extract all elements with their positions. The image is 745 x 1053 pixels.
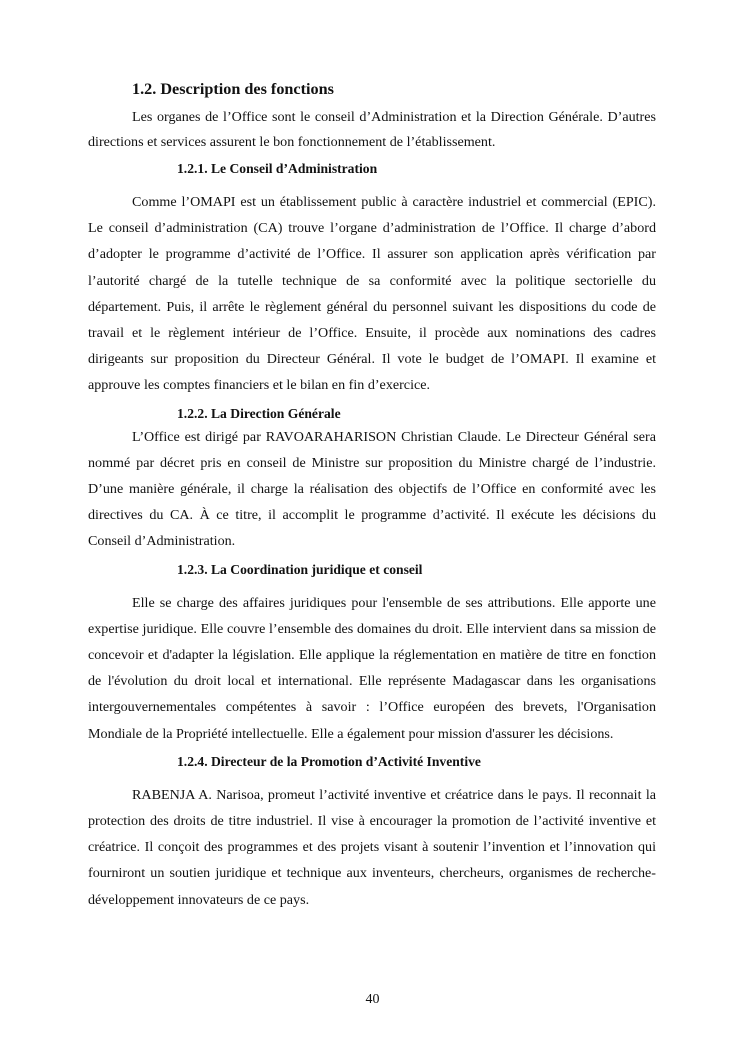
subsection-heading-coordination: 1.2.3. La Coordination juridique et conseil xyxy=(177,561,423,577)
subsection-text-coordination: Elle se charge des affaires juridiques pour l'ensemble de ses attributions. Elle apporte une expertise juridique. Elle couvre l’ensemble des domaines du droit. Elle intervient dans sa mission de concevoir et d'adapter la législation. Elle applique la réglementation en matière de titre en fonction de l'évolution du droit local et international. Elle représente Madagascar dans les organisations intergouvernementales compétentes à savoir : l’Office européen des brevets, l'Organisation Mondiale de la Propriété intellectuelle. Elle a également pour mission d'assurer les décisions. xyxy=(88,594,656,742)
page-content xyxy=(88,79,656,913)
subsection-text-conseil: Comme l’OMAPI est un établissement public à caractère industriel et commercial (EPIC). Le conseil d’administration (CA) trouve l’organe d’administration de l’Office. Il charge d’abord d’adopter le programme d’activité de l’Office. Il assurer son application après vérification par l’autorité chargé de la tutelle technique de sa conformité avec la politique sectorielle du département. Puis, il arrête le règlement général du personnel suivant les dispositions du code de travail et le règlement intérieur de l’Office. Ensuite, il procède aux nominations des cadres dirigeants sur proposition du Directeur Général. Il vote le budget de l’OMAPI. Il examine et approuve les comptes financiers et le bilan en fin d’exercice. xyxy=(88,194,656,394)
section-heading: 1.2. Description des fonctions xyxy=(132,80,334,98)
page-number: 40 xyxy=(365,992,380,1007)
subsection-heading-promotion: 1.2.4. Directeur de la Promotion d’Activité Inventive xyxy=(177,753,481,769)
section-intro: Les organes de l’Office sont le conseil d’Administration et la Direction Générale. D’autres directions et services assurent le bon fonctionnement de l’établissement. xyxy=(88,109,656,150)
subsection-text-direction: L’Office est dirigé par RAVOARAHARISON Christian Claude. Le Directeur Général sera nommé par décret pris en conseil de Ministre sur proposition du Ministre chargé de l’industrie. D’une manière générale, il charge la réalisation des objectifs de l’Office en conformité avec les directives du CA. À ce titre, il accomplit le programme d’activité. Il exécute les décisions du Conseil d’Administration. xyxy=(88,428,656,550)
subsection-heading-conseil: 1.2.1. Le Conseil d’Administration xyxy=(177,161,378,176)
subsection-heading-direction: 1.2.2. La Direction Générale xyxy=(177,405,341,421)
subsection-text-promotion: RABENJA A. Narisoa, promeut l’activité inventive et créatrice dans le pays. Il reconnait la protection des droits de titre industriel. Il vise à encourager la promotion de l’activité inventive et créatrice. Il conçoit des programmes et des projets visant à soutenir l’invention et l’innovation qui fourniront un soutien juridique et technique aux inventeurs, chercheurs, organismes de recherche-développement innovateurs de ce pays. xyxy=(88,786,656,908)
